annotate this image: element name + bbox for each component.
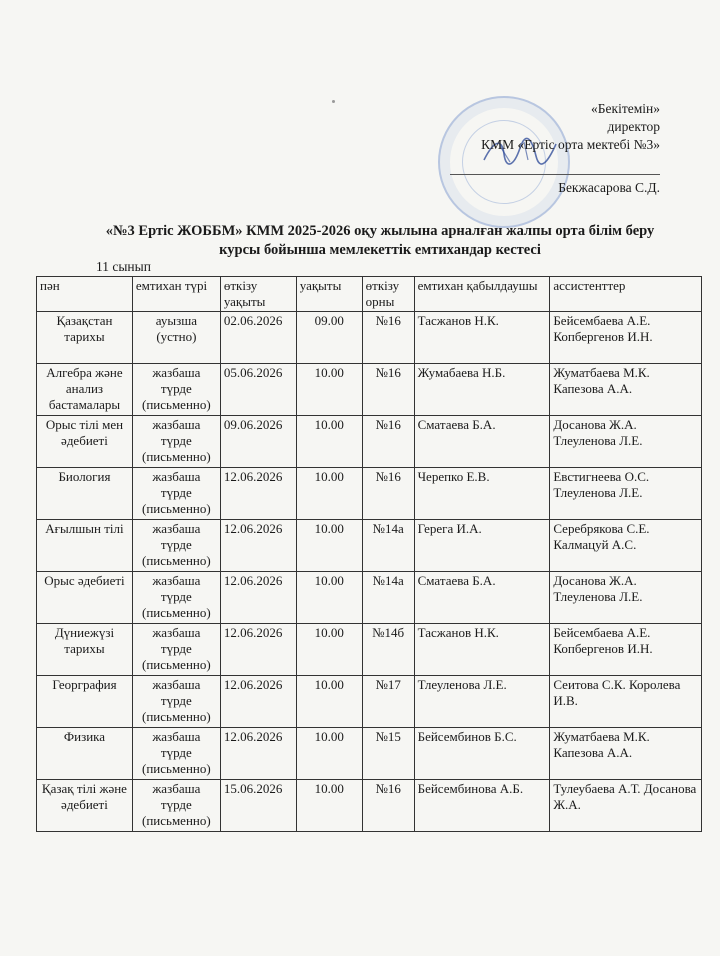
table-row [37, 416, 702, 468]
approval-name: Бекжасарова С.Д. [558, 180, 660, 195]
table-header-row [37, 277, 702, 312]
cell-subject: Физика [37, 728, 133, 780]
cell-date: 15.06.2026 [220, 780, 296, 832]
cell-examiner: Сматаева Б.А. [414, 572, 550, 624]
cell-date: 12.06.2026 [220, 676, 296, 728]
cell-subject: Дүниежүзі тарихы [37, 624, 133, 676]
cell-examiner: Тлеуленова Л.Е. [414, 676, 550, 728]
signature-line [450, 160, 660, 175]
cell-subject: Қазақ тілі және әдебиеті [37, 780, 133, 832]
cell-type: жазбаша түрде (письменно) [132, 780, 220, 832]
cell-time: 10.00 [296, 624, 362, 676]
cell-assistants: Досанова Ж.А. Тлеуленова Л.Е. [550, 416, 702, 468]
cell-date: 12.06.2026 [220, 468, 296, 520]
header-subject: пән [37, 277, 133, 312]
cell-examiner: Бейсембинов Б.С. [414, 728, 550, 780]
document-title [60, 222, 700, 260]
cell-type: жазбаша түрде (письменно) [132, 468, 220, 520]
cell-examiner: Тасжанов Н.К. [414, 312, 550, 364]
cell-examiner: Сматаева Б.А. [414, 416, 550, 468]
cell-type: жазбаша түрде (письменно) [132, 624, 220, 676]
cell-subject: Биология [37, 468, 133, 520]
table-row [37, 780, 702, 832]
cell-time: 10.00 [296, 520, 362, 572]
cell-date: 12.06.2026 [220, 728, 296, 780]
cell-type: жазбаша түрде (письменно) [132, 676, 220, 728]
cell-room: №17 [362, 676, 414, 728]
cell-subject: Орыс тілі мен әдебиеті [37, 416, 133, 468]
header-type: емтихан түрі [132, 277, 220, 312]
cell-type: жазбаша түрде (письменно) [132, 416, 220, 468]
cell-room: №16 [362, 312, 414, 364]
cell-type: ауызша (устно) [132, 312, 220, 364]
cell-date: 12.06.2026 [220, 572, 296, 624]
table-row [37, 520, 702, 572]
cell-subject: Ағылшын тілі [37, 520, 133, 572]
approval-position: директор [607, 119, 660, 134]
cell-date: 02.06.2026 [220, 312, 296, 364]
cell-date: 09.06.2026 [220, 416, 296, 468]
cell-time: 10.00 [296, 728, 362, 780]
grade-label: 11 сынып [96, 259, 151, 274]
cell-examiner: Тасжанов Н.К. [414, 624, 550, 676]
cell-assistants: Евстигнеева О.С. Тлеуленова Л.Е. [550, 468, 702, 520]
cell-examiner: Герега И.А. [414, 520, 550, 572]
scan-speck [332, 100, 335, 103]
cell-room: №16 [362, 780, 414, 832]
header-examiner: емтихан қабылдаушы [414, 277, 550, 312]
table-row [37, 312, 702, 364]
approval-organization: КММ «Ертіс орта мектебі №3» [481, 137, 660, 152]
cell-time: 10.00 [296, 364, 362, 416]
cell-assistants: Жуматбаева М.К. Капезова А.А. [550, 364, 702, 416]
cell-time: 10.00 [296, 416, 362, 468]
cell-time: 10.00 [296, 676, 362, 728]
table-row [37, 364, 702, 416]
cell-room: №15 [362, 728, 414, 780]
approval-label: «Бекітемін» [591, 101, 660, 116]
cell-examiner: Бейсембинова А.Б. [414, 780, 550, 832]
table-row [37, 572, 702, 624]
exam-schedule-table [36, 276, 702, 832]
cell-date: 05.06.2026 [220, 364, 296, 416]
cell-examiner: Жумабаева Н.Б. [414, 364, 550, 416]
table-row [37, 624, 702, 676]
cell-room: №16 [362, 364, 414, 416]
cell-subject: Алгебра және анализ бастамалары [37, 364, 133, 416]
cell-subject: Қазақстан тарихы [37, 312, 133, 364]
cell-room: №14а [362, 520, 414, 572]
header-date: өткізу уақыты [220, 277, 296, 312]
cell-time: 10.00 [296, 468, 362, 520]
cell-examiner: Черепко Е.В. [414, 468, 550, 520]
cell-time: 10.00 [296, 780, 362, 832]
cell-assistants: Досанова Ж.А. Тлеуленова Л.Е. [550, 572, 702, 624]
cell-room: №14а [362, 572, 414, 624]
cell-assistants: Жуматбаева М.К. Капезова А.А. [550, 728, 702, 780]
table-row [37, 676, 702, 728]
cell-type: жазбаша түрде (письменно) [132, 520, 220, 572]
cell-assistants: Бейсембаева А.Е. Копбергенов И.Н. [550, 624, 702, 676]
cell-assistants: Сеитова С.К. Королева И.В. [550, 676, 702, 728]
cell-type: жазбаша түрде (письменно) [132, 364, 220, 416]
header-time: уақыты [296, 277, 362, 312]
cell-date: 12.06.2026 [220, 624, 296, 676]
title-line-2: курсы бойынша мемлекеттік емтихандар кестесі [219, 242, 541, 258]
cell-time: 10.00 [296, 572, 362, 624]
cell-date: 12.06.2026 [220, 520, 296, 572]
approval-block [420, 100, 660, 197]
cell-type: жазбаша түрде (письменно) [132, 572, 220, 624]
table-row [37, 468, 702, 520]
cell-subject: Орыс әдебиеті [37, 572, 133, 624]
header-assistants: ассистенттер [550, 277, 702, 312]
cell-time: 09.00 [296, 312, 362, 364]
cell-room: №16 [362, 416, 414, 468]
header-room: өткізу орны [362, 277, 414, 312]
cell-room: №14б [362, 624, 414, 676]
cell-assistants: Бейсембаева А.Е. Копбергенов И.Н. [550, 312, 702, 364]
cell-type: жазбаша түрде (письменно) [132, 728, 220, 780]
cell-room: №16 [362, 468, 414, 520]
cell-assistants: Тулеубаева А.Т. Досанова Ж.А. [550, 780, 702, 832]
table-row [37, 728, 702, 780]
cell-assistants: Серебрякова С.Е. Калмацуй А.С. [550, 520, 702, 572]
cell-subject: Георграфия [37, 676, 133, 728]
title-line-1: «№3 Ертіс ЖОББМ» КММ 2025-2026 оқу жылына арналған жалпы орта білім беру [105, 223, 655, 239]
